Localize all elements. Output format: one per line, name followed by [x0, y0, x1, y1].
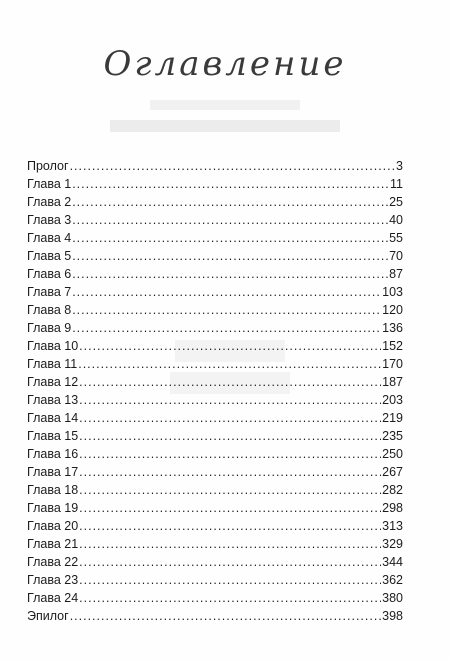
- dot-leader: [70, 157, 395, 175]
- dot-leader: [79, 535, 381, 553]
- toc-entry-page-number: 344: [382, 555, 403, 569]
- toc-entry-page-number: 380: [382, 591, 403, 605]
- toc-entry: [27, 463, 403, 481]
- dot-leader: [79, 589, 381, 607]
- dot-leader: [72, 229, 388, 247]
- dot-leader: [72, 301, 381, 319]
- toc-entry-page-number: 298: [382, 501, 403, 515]
- toc-entry: [27, 265, 403, 283]
- toc-entry-page-number: 398: [382, 609, 403, 623]
- toc-entry-label: Глава 12: [27, 375, 79, 389]
- toc-entry-label: Глава 13: [27, 393, 79, 407]
- toc-entry-page-number: 40: [389, 213, 403, 227]
- dot-leader: [79, 553, 381, 571]
- toc-entry-page-number: 103: [382, 285, 403, 299]
- toc-entry: [27, 499, 403, 517]
- toc-entry-page-number: 313: [382, 519, 403, 533]
- toc-entry: [27, 427, 403, 445]
- dot-leader: [79, 481, 381, 499]
- toc-entry: [27, 175, 403, 193]
- toc-entry-page-number: 3: [396, 159, 403, 173]
- toc-entry: [27, 319, 403, 337]
- toc-entry: [27, 589, 403, 607]
- dot-leader: [79, 517, 381, 535]
- table-of-contents: [27, 157, 403, 625]
- dot-leader: [72, 211, 388, 229]
- toc-entry-label: Глава 21: [27, 537, 79, 551]
- toc-entry-page-number: 70: [389, 249, 403, 263]
- toc-entry: [27, 409, 403, 427]
- toc-entry-label: Глава 3: [27, 213, 72, 227]
- show-through-block: [150, 100, 300, 110]
- toc-entry: [27, 481, 403, 499]
- toc-entry: [27, 517, 403, 535]
- toc-entry: [27, 157, 403, 175]
- toc-entry-page-number: 282: [382, 483, 403, 497]
- dot-leader: [79, 337, 381, 355]
- toc-entry-page-number: 87: [389, 267, 403, 281]
- toc-entry: [27, 193, 403, 211]
- toc-entry-label: Глава 17: [27, 465, 79, 479]
- toc-entry-page-number: 25: [389, 195, 403, 209]
- dot-leader: [72, 265, 388, 283]
- dot-leader: [79, 499, 381, 517]
- dot-leader: [79, 391, 381, 409]
- toc-entry-label: Глава 6: [27, 267, 72, 281]
- toc-entry-page-number: 55: [389, 231, 403, 245]
- toc-entry-label: Глава 19: [27, 501, 79, 515]
- dot-leader: [72, 283, 381, 301]
- toc-entry-label: Глава 1: [27, 177, 72, 191]
- toc-entry-label: Глава 24: [27, 591, 79, 605]
- dot-leader: [79, 373, 381, 391]
- toc-entry-page-number: 203: [382, 393, 403, 407]
- toc-entry: [27, 229, 403, 247]
- toc-entry: [27, 373, 403, 391]
- toc-entry-label: Глава 4: [27, 231, 72, 245]
- toc-entry-page-number: 136: [382, 321, 403, 335]
- dot-leader: [70, 607, 381, 625]
- toc-entry-label: Глава 16: [27, 447, 79, 461]
- toc-entry-page-number: 267: [382, 465, 403, 479]
- dot-leader: [79, 571, 381, 589]
- toc-entry: [27, 247, 403, 265]
- toc-entry-page-number: 250: [382, 447, 403, 461]
- dot-leader: [79, 463, 381, 481]
- toc-entry-label: Глава 11: [27, 357, 78, 371]
- toc-entry: [27, 211, 403, 229]
- toc-entry: [27, 301, 403, 319]
- dot-leader: [79, 445, 381, 463]
- dot-leader: [79, 427, 381, 445]
- dot-leader: [79, 409, 381, 427]
- toc-entry-page-number: 219: [382, 411, 403, 425]
- toc-entry: [27, 355, 403, 373]
- toc-entry-label: Глава 5: [27, 249, 72, 263]
- toc-entry-page-number: 362: [382, 573, 403, 587]
- toc-entry-page-number: 329: [382, 537, 403, 551]
- toc-entry-label: Глава 15: [27, 429, 79, 443]
- dot-leader: [72, 193, 388, 211]
- toc-entry-label: Пролог: [27, 159, 69, 173]
- toc-entry-label: Глава 22: [27, 555, 79, 569]
- toc-entry: [27, 607, 403, 625]
- dot-leader: [78, 355, 381, 373]
- toc-entry-page-number: 187: [382, 375, 403, 389]
- dot-leader: [72, 319, 381, 337]
- toc-entry: [27, 337, 403, 355]
- toc-entry-label: Глава 2: [27, 195, 72, 209]
- show-through-block: [110, 120, 340, 132]
- page-title: Оглавление: [103, 44, 347, 84]
- toc-entry-label: Глава 23: [27, 573, 79, 587]
- toc-entry-label: Глава 7: [27, 285, 72, 299]
- toc-entry-page-number: 152: [382, 339, 403, 353]
- toc-entry-label: Глава 18: [27, 483, 79, 497]
- dot-leader: [72, 247, 388, 265]
- toc-entry-label: Эпилог: [27, 609, 69, 623]
- toc-entry-page-number: 235: [382, 429, 403, 443]
- toc-entry: [27, 535, 403, 553]
- dot-leader: [72, 175, 389, 193]
- toc-entry-page-number: 11: [390, 177, 403, 191]
- toc-entry-label: Глава 8: [27, 303, 72, 317]
- toc-entry-label: Глава 9: [27, 321, 72, 335]
- toc-entry-label: Глава 20: [27, 519, 79, 533]
- toc-entry-label: Глава 14: [27, 411, 79, 425]
- toc-entry-page-number: 170: [382, 357, 403, 371]
- toc-entry: [27, 571, 403, 589]
- toc-entry-page-number: 120: [382, 303, 403, 317]
- toc-entry-label: Глава 10: [27, 339, 79, 353]
- toc-entry: [27, 283, 403, 301]
- toc-entry: [27, 445, 403, 463]
- toc-entry: [27, 391, 403, 409]
- toc-entry: [27, 553, 403, 571]
